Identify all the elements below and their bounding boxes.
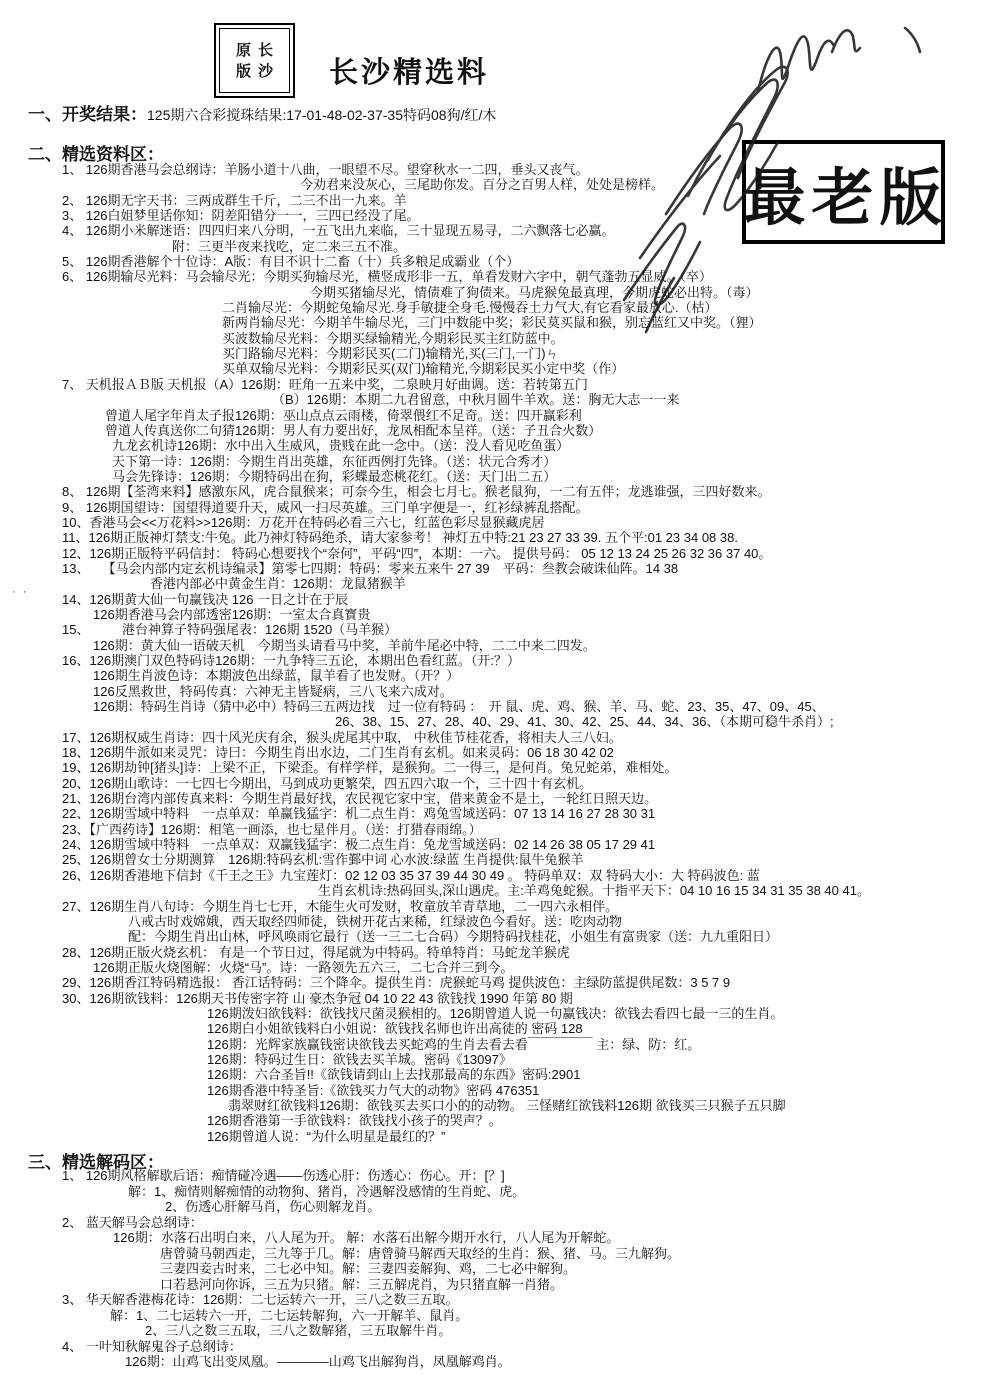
text-line: 3、 华天解香港梅花诗：126期：二七运转六一开，三八之数三五取。 — [62, 1292, 459, 1307]
text-line: 126期香港第一手欲钱料：欲钱找小孩子的哭声？。 — [207, 1113, 502, 1129]
text-line: 马会先锋诗：126期：今期特码出在狗，彩蝶最恋桃花红。（送：天门出二五） — [112, 468, 557, 484]
text-line: 曾道人尾字年肖太子报126期：巫山点点云雨楼，倚翠偎红不足奇。送：四开赢彩利 — [105, 407, 582, 423]
text-line: 20、126期山歌诗：一七四七今期出，马到成功更繁荣，四五四六取一个，三十四十有玄机。 — [62, 775, 593, 791]
text-line: 126期正版火烧图解：火烧“马”。诗：一路领先五六三，二七合并三到今。 — [93, 959, 514, 975]
text-line: 126期香港中特圣旨:《欲钱买力气大的动物》密码 476351 — [207, 1082, 540, 1098]
text-line: 买单双输尽光料：今期彩民买(双门)输精光,今期彩民买小定中奖（作） — [222, 361, 625, 377]
text-line: 126期：特码生肖诗（猜中必中）特码三五两边找 过一位有特码 ： 开 鼠、虎、鸡、猴、羊、马、蛇、23、35、47、09、45、 — [93, 699, 825, 715]
text-line: 配：今期生肖出山林，呼风唤雨它最行（送一三二七合码）今期特码找桂花，小姐生有富贵家（送：九九重阳日） — [128, 929, 779, 945]
text-line: 19、126期劫钟[猪头]诗：上梁不正，下梁歪。有样学样，是猴狗。二一得三，是何肖。兔兄蛇弟，难相处。 — [62, 760, 678, 776]
text-line: 唐曾骑马朝西走，三九等于几。解：唐曾骑马解西天取经的生肖：猴、猪、马。三九解狗。 — [160, 1245, 681, 1261]
text-line: 16、126期澳门双色特码诗126期：一九争特三五论，本期出色看红蓝。（开:？） — [62, 653, 520, 668]
text-line: 24、126期雪域中特料 一点单双：双赢钱猛字：极二点生肖：兔龙雪域送码：02 14 26 38 05 17 29 41 — [62, 837, 656, 853]
text-line: 解：1、痴情则解痴情的动物狗、猪肖，冷遇解没感情的生肖蛇、虎。 — [128, 1183, 526, 1199]
text-line: 买波数输尽光料：今期买绿输精光,今期彩民买主红防蓝中。 — [222, 330, 564, 346]
results-text: 125期六合彩搅珠结果:17-01-48-02-37-35特码08狗/红/木 — [147, 107, 497, 123]
text-line: 126期：山鸡飞出变凤凰。————山鸡飞出解狗肖，凤凰解鸡肖。 — [125, 1354, 511, 1369]
text-line: 新两肖输尽光：今期羊牛输尽光，三门中数能中奖；彩民莫买鼠和猴，别忘蓝红又中奖。（狸） — [222, 315, 762, 331]
text-line: 126期：六合圣旨!!《欲钱请到山上去找那最高的东西》密码:2901 — [207, 1067, 581, 1083]
text-line: 23、【广西药诗】126期：相笔一画添，也七星伴月。（送：打猎春雨绵。） — [62, 821, 482, 837]
decode-area-lines — [0, 1168, 991, 1370]
text-line: 4、 一叶知秋解鬼谷子总纲诗： — [62, 1338, 242, 1354]
text-line: 6、 126期输尽光料：马会输尽光：今期买狗输尽光，横竖成形非一五，单看发财六字中，朝气蓬勃五显威。（卒） — [62, 269, 713, 285]
text-line: 1、 126期香港马会总纲诗：羊肠小道十八曲，一眼望不尽。望穿秋水一二四，垂头又丧气。 — [62, 162, 589, 177]
text-line: 2、三八之数三五取，三八之数解猪，三五取解牛肖。 — [145, 1323, 452, 1338]
text-line: 9、 126期国望诗：国望得道要升天，威风一扫尽英雄。三门单字便是一，红衫绿裤乱搭配。 — [62, 499, 589, 515]
text-line: 126反黑救世，特码传真：六神无主皆疑病，三八飞来六成对。 — [93, 683, 453, 699]
text-line: 5、 126期香港解个十位诗：A版：有目不识十二畜（十）兵多粮足成霸业（个） — [62, 254, 520, 270]
text-line: 26、126期香港地下信封《千王之王》九宝莲灯：02 12 03 35 37 39 44 30 49 。 特码单双：双 特码大小：大 特码波色: 蓝 — [62, 867, 760, 883]
text-line: 1、 126期风格解歇后语：痴情碰冷遇——伤透心肝：伤透心：伤心。开：[？] — [62, 1168, 505, 1183]
text-line: 126期曾道人说：“为什么明星是最红的？” — [207, 1128, 446, 1144]
text-line: 生肖玄机诗:热码回头,深山遇虎。主:羊鸡兔蛇猴。十指平天下：04 10 16 15 34 31 35 38 40 41。 — [318, 883, 870, 899]
text-line: 126期：水落石出明白来，八人尾为开。 解：水落石出解今期开水行，八人尾为开解蛇。 — [113, 1230, 620, 1245]
text-line: 天下第一诗：126期：今期生肖出英雄，东征西例打先锋。（送：状元合秀才） — [112, 453, 557, 469]
section-header-decode-area: 三、精选解码区： — [28, 1153, 164, 1172]
text-line: 126期生肖波色诗：本期波色出绿蓝，鼠羊看了也发财。（开？） — [93, 668, 460, 684]
text-line: 13、 【马会内部内定玄机诗编录】第零七四期：特码：零来五来牛 27 39 平码：叁教会破诛仙阵。14 38 — [62, 560, 679, 576]
results-label: 一、开奖结果： — [28, 105, 147, 124]
text-line: 4、 126期小米解迷语：四四归来八分明，一五飞出九来临，三十显现五易寻，二六飘落七必赢。 — [62, 223, 615, 239]
text-line: 14、126期黄大仙一句赢钱决 126 一日之计在于辰 — [62, 591, 349, 607]
text-line: 26、38、15、27、28、40、29、41、30、42、25、44、34、36、（本期可稳牛杀肖）; — [335, 714, 834, 730]
masthead-stamp-inner — [219, 28, 290, 93]
text-line: 附：三更半夜来找吃，定二来三五不准。 — [172, 238, 407, 254]
text-line: 126期：黄大仙一语破天机 今期当头请看马中奖，羊前牛尾必中特，二二中来二四发。 — [93, 637, 596, 653]
text-line: 八戒古时戏嫦娥，西天取经四师徒，铁树开花古来稀，红绿波色今看好。送：吃肉动物 — [128, 913, 623, 929]
text-line: 11、126期正版神灯禁支:牛兔。此乃神灯特码绝杀，请大家参考！ 神灯五中特:21 23 27 33 39. 五个平:01 23 34 08 38. — [62, 530, 738, 546]
text-line: （B）126期：本期二九君留意，中秋月圆牛羊欢。送：胸无大志一一来 — [272, 392, 680, 408]
text-line: 7、 天机报ＡＢ版 天机报（A）126期：旺角一五来中奖，二泉映月好曲调。送：若转第五门 — [62, 376, 588, 392]
text-line: 2、伤透心肝解马肖，伤心则解龙肖。 — [165, 1199, 381, 1214]
text-line: 2、 蓝天解马会总纲诗： — [62, 1214, 203, 1230]
section-header-data-area: 二、精选资料区： — [28, 145, 164, 164]
text-line: 翡翠财红欲钱料126期：欲钱买去买口小的的动物。 三怪赌红欲钱料126期 欲钱买三只猴子五只脚 — [228, 1097, 786, 1113]
text-line: 10、香港马会<<万花料>>126期：万花开在特码必看三六七，红蓝色彩尽显猴藏虎居 — [62, 514, 545, 530]
text-line: 买门路输尽光料：今期彩民买(二门)输精光,买(三门,一门)ㄣ — [222, 346, 559, 362]
text-line: 18、126期牛派如来灵咒：诗曰：今期生肖出水边，二门生肖有玄机。如来灵码：06 18 30 42 02 — [62, 745, 614, 761]
text-line: 2、 126期无字天书：三两成群生千斤，二三不出一九来。羊 — [62, 192, 407, 208]
text-line: 解：1、二七运转六一开，二七运转解狗，六一开解羊、鼠肖。 — [110, 1307, 469, 1323]
text-line: 曾道人传真送你二句猜126期：男人有力要出好，龙凤相配本呈祥。（送：子丑合火数） — [105, 422, 602, 438]
text-line: 今劝君来没灰心，三尾助你发。百分之百男人样，处处是榜样。 — [300, 177, 665, 193]
text-line: 126期：特码过生日：欲钱去买羊城。密码《13097》 — [207, 1051, 512, 1067]
stamp-text-line1: 原长 — [235, 41, 280, 59]
text-line: 15、 港台神算子特码强尾表：126期 1520（马羊猴） — [62, 622, 398, 638]
data-area-lines — [0, 162, 991, 1144]
text-line: 126期香港马会内部透密126期：一室太合真寳贵 — [93, 606, 371, 622]
text-line: 今期买猪输尽光，情债难了狗债来。马虎猴兔最真理，今期虎蛇必出特。（毒） — [310, 284, 759, 300]
edition-badge: 最老版 — [742, 140, 945, 244]
text-line: 17、126期权威生肖诗：四十风光庆有余，猴头虎尾其中取， 中秋佳节桂花香，将相夫人三八妇。 — [62, 729, 622, 745]
text-line: 27、126期生肖八句诗：今期生肖七七开，木能生火可发财，牧童放羊青草地，二一四六永相伴。 — [62, 898, 619, 914]
text-line: 三妻四妾古时来，二七必中知。解：三妻四妾解狗、鸡，二七必中解狗。 — [160, 1261, 577, 1276]
text-line: 30、126期欲钱料：126期天书传密字符 山 豪杰争冠 04 10 22 43 欲钱找 1990 年第 80 期 — [62, 990, 573, 1006]
text-line: 126期：光辉家族赢钱密诀欲钱去买蛇鸡的生肖去看去看￣￣￣￣￣ 主：绿、防：红。 — [207, 1036, 701, 1052]
text-line: 12、126期正版特平码信封： 特码心想要找个“奈何”，平码“四”，本期：一六。 提供号码： 05 12 13 24 25 26 32 36 37 40。 — [62, 545, 772, 561]
text-line: 3、 126白姐梦里话你知：阴差阳错分一一，三四已经没了尾。 — [62, 208, 420, 224]
text-line: 126期白小姐欲钱料白小姐说：欲钱找名师也许出高徒的 密码 128 — [207, 1021, 583, 1037]
masthead-stamp-box — [214, 23, 295, 98]
text-line: 22、126期雪域中特料 一点单双：单赢钱猛字：机二点生肖：鸡兔雪域送码：07 13 14 16 27 28 30 31 — [62, 806, 656, 822]
text-line: 二肖输尽光：今期蛇兔输尽光.身手敏捷全身毛.慢慢吞土力气大,有它看家最放心.（枯） — [222, 300, 718, 316]
stamp-text-line2: 版沙 — [235, 62, 280, 80]
text-line: 香港内部必中黄金生肖：126期：龙鼠猪猴羊 — [150, 576, 406, 592]
text-line: 21、126期台湾内部传真来料：今期生肖最好找，农民视它家中宝，借来黄金不是土，一轮红日照天边。 — [62, 791, 658, 807]
margin-marks: · · — [12, 586, 29, 598]
text-line: 8、 126期【荃湾来料】感激东风，虎合鼠猴来；可奈今生，相会七月七。猴老鼠狗，一二有五伴；龙逃谁强，三四好数来。 — [62, 484, 771, 500]
text-line: 口若悬河向你诉，三五为只猪。解：三五解虎肖，为只猪直解一肖猪。 — [160, 1276, 564, 1292]
lottery-results-line — [28, 100, 496, 125]
text-line: 126期泼妇欲钱料：欲钱找尺菌灵猴相的。126期曾道人说一句赢钱决：欲钱去看四七最一三的生肖。 — [207, 1005, 784, 1021]
text-line: 25、126期曾女士分期测算 126期:特码玄机:雪作鄞中词 心水波:绿蓝 生肖提供:鼠牛兔猴羊 — [62, 852, 584, 868]
text-line: 29、126期香江特码精选报： 香江话特码：三个降伞。提供生肖：虎猴蛇马鸡 提供波色：主绿防蓝提供尾数：3 5 7 9 — [62, 975, 731, 991]
text-line: 28、126期正版火烧玄机： 有是一个节日过，得尾就为中特码。特单特肖：马蛇龙羊猴虎 — [62, 944, 570, 960]
text-line: 九龙玄机诗126期：水中出入生威风，贵贱在此一念中。（送：没人看见吃鱼蛋） — [112, 438, 570, 454]
page-title: 长沙精选料 — [329, 57, 490, 89]
